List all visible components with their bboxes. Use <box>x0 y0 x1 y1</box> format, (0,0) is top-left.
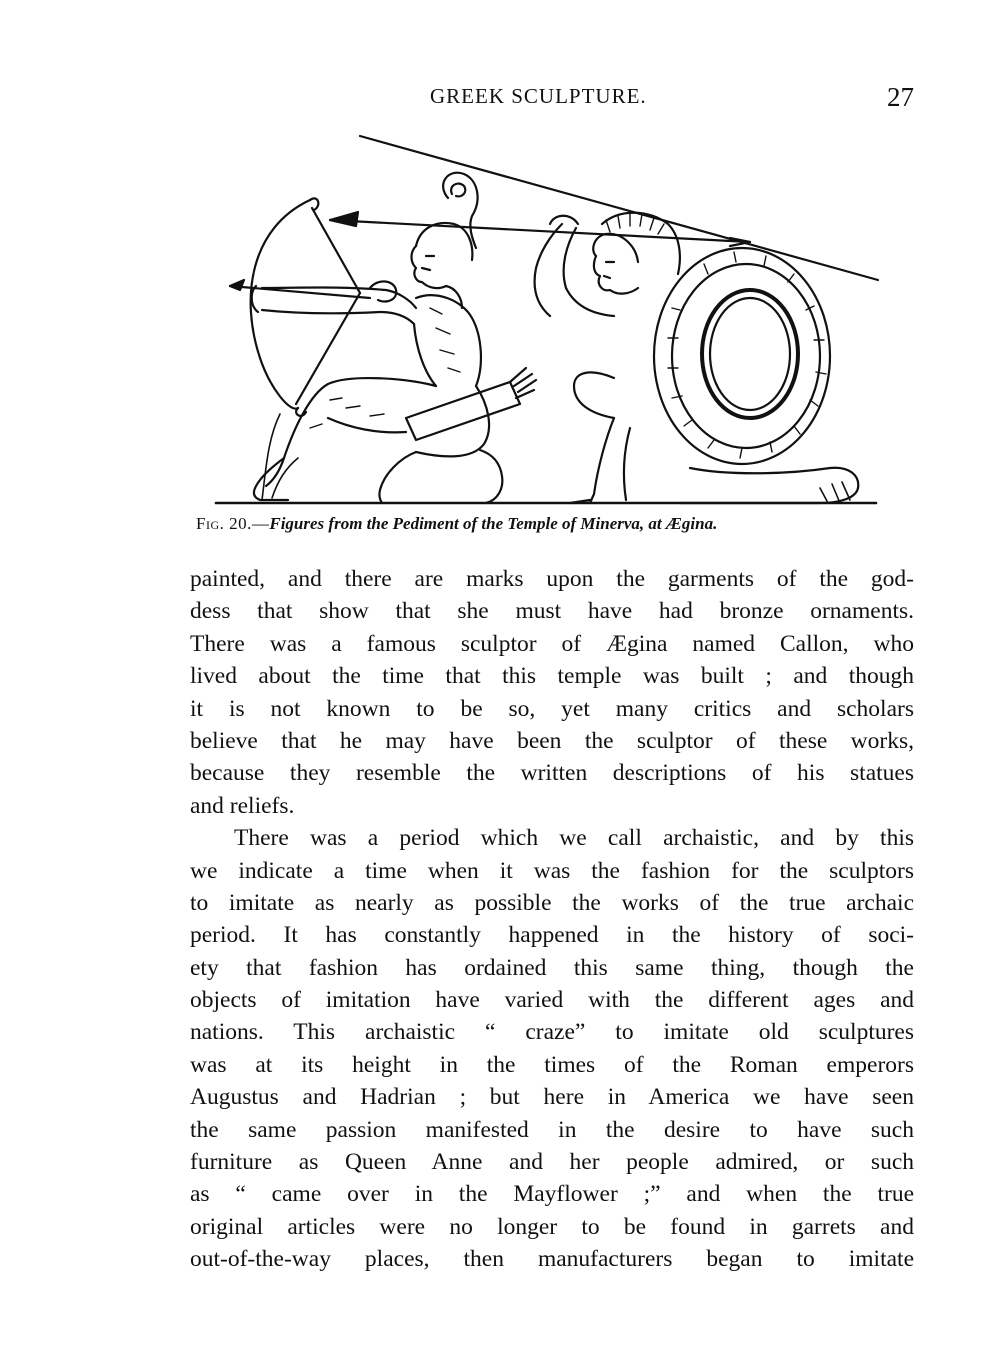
text-line: to imitate as nearly as possible the works of the true archaic <box>190 889 914 916</box>
figure-illustration <box>210 128 890 508</box>
pediment-figures-drawing <box>210 128 890 508</box>
body-text <box>190 563 914 1276</box>
page-number: 27 <box>887 82 914 112</box>
text-line: and reliefs. <box>190 792 295 819</box>
warrior-with-shield-figure <box>330 212 858 503</box>
paragraph-1 <box>190 563 914 822</box>
text-line: original articles were no longer to be found in garrets and <box>190 1213 914 1240</box>
text-line: There was a famous sculptor of Ægina named Callon, who <box>190 630 914 657</box>
text-line: painted, and there are marks upon the garments of the god- <box>190 566 914 592</box>
text-line: was at its height in the times of the Roman emperors <box>190 1051 914 1078</box>
text-line: Augustus and Hadrian ; but here in America we have seen <box>190 1084 914 1111</box>
figure-caption <box>196 514 916 534</box>
text-line: because they resemble the written descriptions of his statues <box>190 760 914 787</box>
text-line: nations. This archaistic “ craze” to imitate old sculptures <box>190 1019 914 1046</box>
text-line: period. It has constantly happened in the history of soci- <box>190 922 914 949</box>
figure-label: Fig. 20.— <box>196 514 270 533</box>
bow-icon <box>251 200 310 409</box>
text-line: as “ came over in the Mayflower ;” and when the true <box>190 1181 914 1208</box>
text-line: lived about the time that this temple was built ; and though <box>190 663 914 690</box>
text-line: There was a period which we call archaistic, and by this <box>234 825 914 852</box>
text-line: dess that show that she must have had bronze ornaments. <box>190 598 914 625</box>
text-line: furniture as Queen Anne and her people admired, or such <box>190 1149 914 1176</box>
text-line: it is not known to be so, yet many critics and scholars <box>190 695 914 722</box>
pediment-cornice-line <box>360 136 878 280</box>
text-line: believe that he may have been the sculptor of these works, <box>190 727 914 754</box>
figure-caption-text: Figures from the Pediment of the Temple of Minerva, at Ægina. <box>269 514 718 533</box>
paragraph-2 <box>190 822 914 1275</box>
text-line: we indicate a time when it was the fashion for the sculptors <box>190 857 914 884</box>
shield-icon <box>654 248 830 464</box>
running-title: GREEK SCULPTURE. <box>430 84 647 108</box>
text-line: the same passion manifested in the desire to have such <box>190 1116 914 1143</box>
text-line: objects of imitation have varied with the different ages and <box>190 987 914 1014</box>
running-head <box>190 84 920 118</box>
text-line: ety that fashion has ordained this same thing, though the <box>190 954 914 981</box>
text-line: out-of-the-way places, then manufacturers began to imitate <box>190 1246 914 1273</box>
